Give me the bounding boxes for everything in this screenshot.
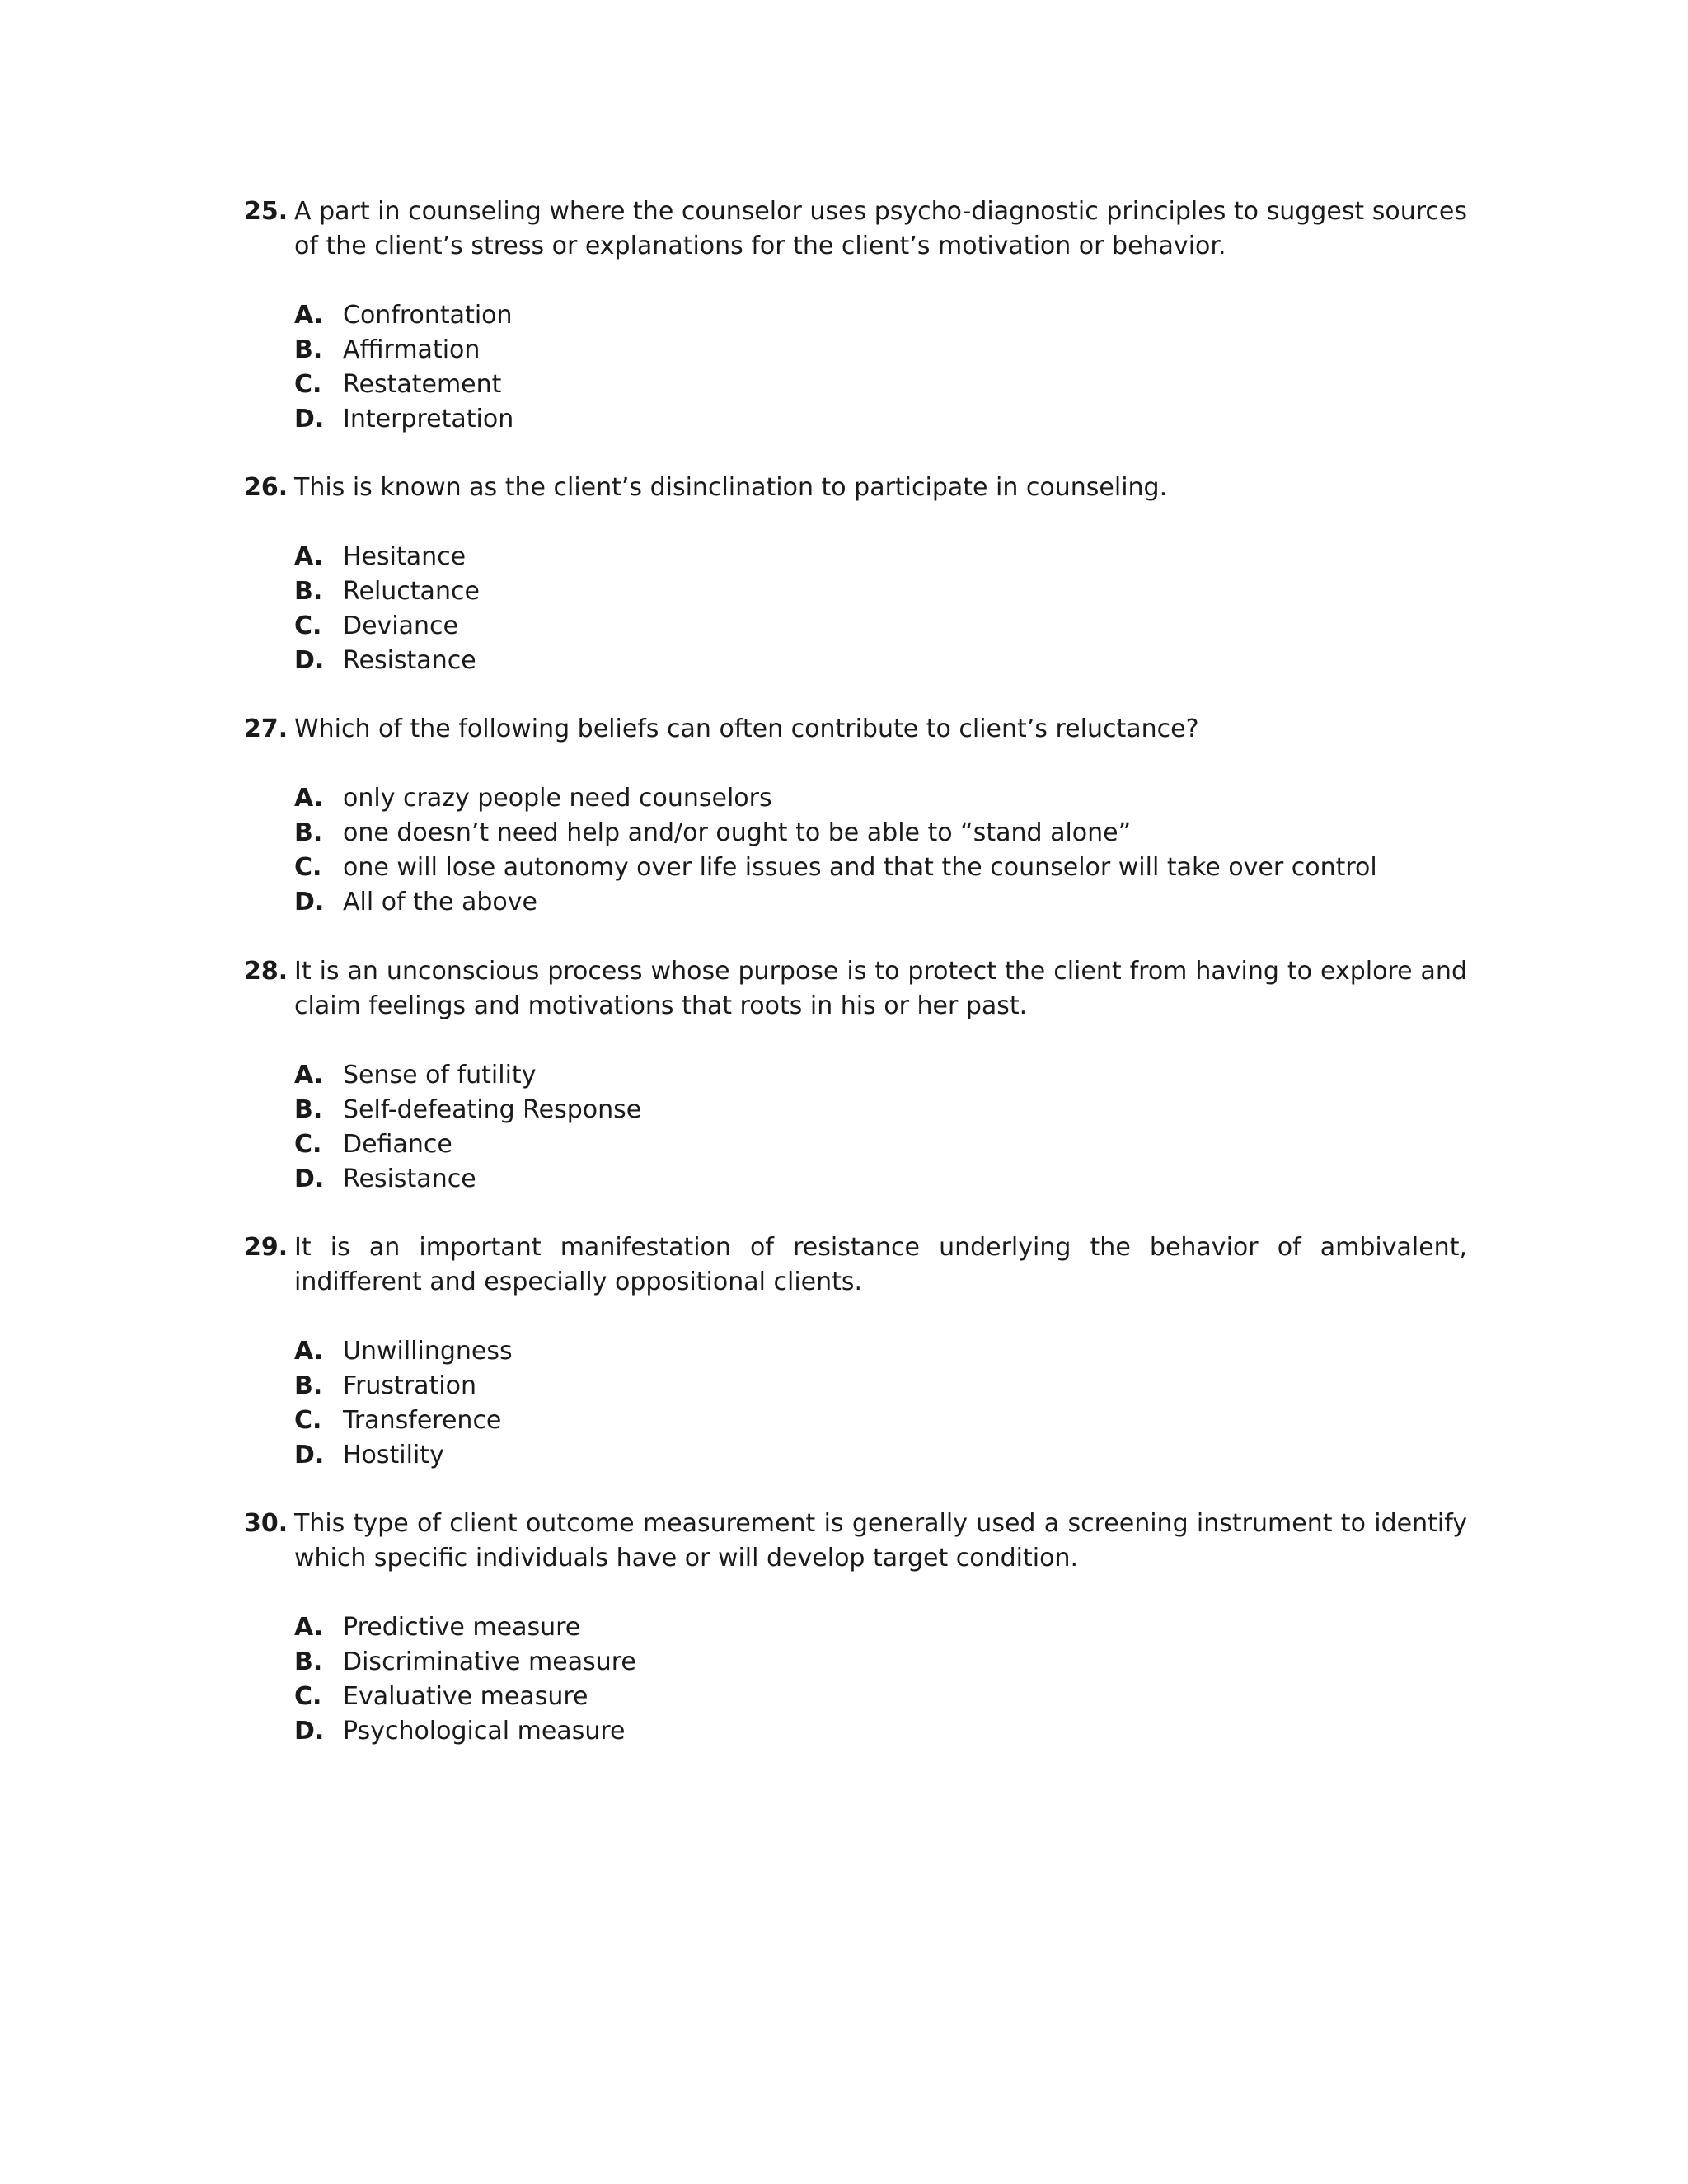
option-letter: A.	[294, 301, 324, 330]
option-letter: A.	[294, 1613, 324, 1642]
option-text: Interpretation	[343, 405, 514, 434]
option-letter: B.	[294, 577, 323, 606]
option-letter: B.	[294, 1647, 323, 1676]
question-stem	[244, 471, 1467, 505]
option-d	[294, 402, 1467, 437]
option-c	[294, 1127, 1467, 1162]
option-text: Unwillingness	[343, 1337, 513, 1366]
option-text: Hostility	[343, 1441, 444, 1469]
question-text: This is known as the client’s disinclination to participate in counseling.	[294, 473, 1168, 502]
question-stem	[244, 1507, 1467, 1576]
option-text: Resistance	[343, 1165, 476, 1193]
option-d	[294, 1714, 1467, 1749]
question-number: 30.	[244, 1509, 288, 1538]
option-letter: A.	[294, 784, 324, 813]
option-b	[294, 1369, 1467, 1404]
option-text: Evaluative measure	[343, 1682, 588, 1711]
option-c	[294, 609, 1467, 644]
option-b	[294, 333, 1467, 368]
answer-options	[244, 1610, 1467, 1749]
option-letter: B.	[294, 1095, 323, 1124]
option-text: Self-defeating Response	[343, 1095, 642, 1124]
question-number: 25.	[244, 197, 288, 226]
answer-options	[244, 1334, 1467, 1473]
option-b	[294, 1645, 1467, 1680]
option-letter: C.	[294, 370, 322, 399]
question-stem	[244, 1230, 1467, 1300]
option-text: Resistance	[343, 646, 476, 675]
option-letter: A.	[294, 542, 324, 571]
option-text: Frustration	[343, 1371, 476, 1400]
question-stem	[244, 194, 1467, 264]
question-29	[244, 1230, 1467, 1473]
question-stem	[244, 954, 1467, 1024]
option-c	[294, 368, 1467, 402]
option-letter: C.	[294, 853, 322, 882]
option-text: one will lose autonomy over life issues and that the counselor will take over control	[343, 853, 1377, 882]
option-a	[294, 781, 1467, 816]
answer-options	[244, 781, 1467, 920]
option-text: Defiance	[343, 1130, 452, 1159]
option-d	[294, 644, 1467, 678]
option-text: Predictive measure	[343, 1613, 581, 1642]
option-letter: D.	[294, 1441, 325, 1469]
option-c	[294, 1404, 1467, 1438]
option-text: All of the above	[343, 888, 537, 916]
option-letter: D.	[294, 888, 325, 916]
option-d	[294, 1162, 1467, 1197]
option-letter: A.	[294, 1061, 324, 1090]
option-c	[294, 851, 1467, 885]
question-27	[244, 712, 1467, 920]
option-c	[294, 1680, 1467, 1714]
answer-options	[244, 1058, 1467, 1197]
question-25	[244, 194, 1467, 437]
option-letter: B.	[294, 818, 323, 847]
answer-options	[244, 540, 1467, 678]
option-b	[294, 816, 1467, 851]
option-text: Affirmation	[343, 335, 481, 364]
question-26	[244, 471, 1467, 678]
question-30	[244, 1507, 1467, 1749]
option-a	[294, 540, 1467, 574]
option-text: Deviance	[343, 612, 458, 640]
answer-options	[244, 298, 1467, 437]
option-text: Confrontation	[343, 301, 513, 330]
option-letter: A.	[294, 1337, 324, 1366]
question-number: 26.	[244, 473, 288, 502]
option-text: Restatement	[343, 370, 502, 399]
option-a	[294, 1334, 1467, 1369]
question-number: 28.	[244, 957, 288, 986]
option-letter: D.	[294, 405, 325, 434]
option-text: Reluctance	[343, 577, 480, 606]
option-text: Transference	[343, 1406, 502, 1435]
option-text: only crazy people need counselors	[343, 784, 772, 813]
option-a	[294, 298, 1467, 333]
option-b	[294, 574, 1467, 609]
option-a	[294, 1058, 1467, 1093]
option-letter: B.	[294, 335, 323, 364]
option-letter: C.	[294, 1682, 322, 1711]
option-text: one doesn’t need help and/or ought to be able to “stand alone”	[343, 818, 1132, 847]
question-text: Which of the following beliefs can often contribute to client’s reluctance?	[294, 715, 1199, 743]
option-b	[294, 1093, 1467, 1127]
option-a	[294, 1610, 1467, 1645]
option-text: Hesitance	[343, 542, 467, 571]
question-text: A part in counseling where the counselor uses psycho-diagnostic principles to suggest sources of the client’s stress or explanations for the client’s motivation or behavior.	[294, 197, 1467, 260]
option-letter: C.	[294, 1406, 322, 1435]
option-letter: C.	[294, 1130, 322, 1159]
option-letter: C.	[294, 612, 322, 640]
option-letter: B.	[294, 1371, 323, 1400]
question-text: It is an important manifestation of resistance underlying the behavior of ambivalent, indifferent and especially oppositional clients.	[294, 1233, 1467, 1296]
question-28	[244, 954, 1467, 1197]
question-stem	[244, 712, 1467, 747]
option-letter: D.	[294, 1717, 325, 1746]
option-letter: D.	[294, 646, 325, 675]
option-letter: D.	[294, 1165, 325, 1193]
option-text: Psychological measure	[343, 1717, 626, 1746]
option-d	[294, 885, 1467, 920]
option-text: Sense of futility	[343, 1061, 537, 1090]
question-text: This type of client outcome measurement is generally used a screening instrument to identify which specific individuals have or will develop target condition.	[294, 1509, 1467, 1572]
question-text: It is an unconscious process whose purpose is to protect the client from having to explore and claim feelings and motivations that roots in his or her past.	[294, 957, 1467, 1020]
question-number: 27.	[244, 715, 288, 743]
option-d	[294, 1438, 1467, 1473]
option-text: Discriminative measure	[343, 1647, 636, 1676]
question-number: 29.	[244, 1233, 288, 1262]
